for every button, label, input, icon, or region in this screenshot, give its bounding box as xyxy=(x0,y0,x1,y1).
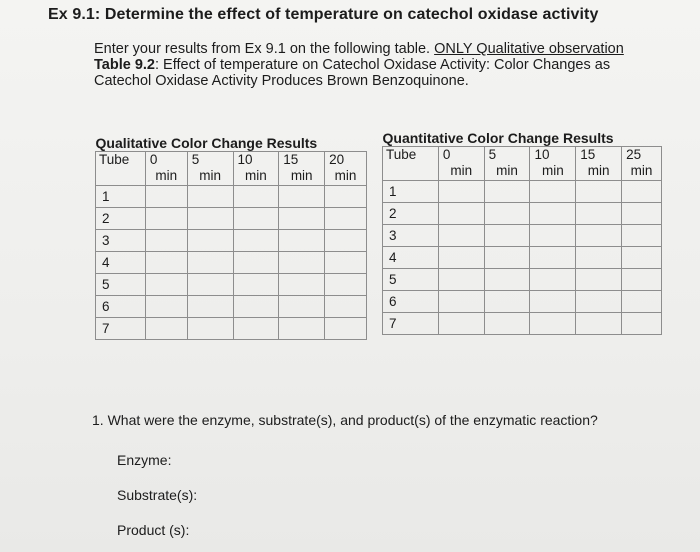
result-cell[interactable] xyxy=(187,274,233,296)
qual-time-header xyxy=(187,152,233,186)
result-cell[interactable] xyxy=(233,208,279,230)
time-unit: min xyxy=(450,163,473,178)
result-cell[interactable] xyxy=(187,252,233,274)
tube-number: 7 xyxy=(383,313,439,335)
instructions-line-1 xyxy=(94,41,674,57)
table-row xyxy=(383,203,662,225)
result-cell[interactable] xyxy=(325,186,367,208)
result-cell[interactable] xyxy=(530,291,576,313)
result-cell[interactable] xyxy=(145,252,187,274)
result-cell[interactable] xyxy=(438,291,484,313)
table-row xyxy=(383,181,662,203)
instructions xyxy=(94,41,674,89)
result-cell[interactable] xyxy=(325,252,367,274)
qualitative-results-table xyxy=(95,136,367,340)
time-value: 10 xyxy=(534,147,550,162)
result-cell[interactable] xyxy=(279,252,325,274)
exercise-heading: Ex 9.1: Determine the effect of temperature on catechol oxidase activity xyxy=(48,6,599,23)
question-1: 1. What were the enzyme, substrate(s), and product(s) of the enzymatic reaction? xyxy=(92,412,598,428)
result-cell[interactable] xyxy=(530,269,576,291)
result-cell[interactable] xyxy=(622,203,662,225)
result-cell[interactable] xyxy=(484,225,530,247)
tube-number: 6 xyxy=(383,291,439,313)
result-cell[interactable] xyxy=(576,269,622,291)
time-unit: min xyxy=(199,168,221,183)
result-cell[interactable] xyxy=(576,291,622,313)
result-cell[interactable] xyxy=(279,318,325,340)
result-cell[interactable] xyxy=(484,247,530,269)
quant-time-header xyxy=(622,147,662,181)
time-value: 5 xyxy=(191,152,200,167)
result-cell[interactable] xyxy=(484,291,530,313)
time-value: 15 xyxy=(283,152,299,167)
result-cell[interactable] xyxy=(145,230,187,252)
time-unit: min xyxy=(630,163,653,178)
result-cell[interactable] xyxy=(484,313,530,335)
result-cell[interactable] xyxy=(622,247,662,269)
table-row xyxy=(96,230,367,252)
time-value: 0 xyxy=(149,152,158,167)
quant-tube-header: Tube xyxy=(383,147,439,181)
quant-time-header xyxy=(530,147,576,181)
result-cell[interactable] xyxy=(576,313,622,335)
result-cell[interactable] xyxy=(622,313,662,335)
result-cell[interactable] xyxy=(622,269,662,291)
result-cell[interactable] xyxy=(622,291,662,313)
result-cell[interactable] xyxy=(187,230,233,252)
tube-number: 5 xyxy=(96,274,146,296)
qualitative-only-note: ONLY Qualitative observation xyxy=(434,41,624,57)
time-value: 20 xyxy=(329,152,345,167)
tube-number: 6 xyxy=(96,296,146,318)
result-cell[interactable] xyxy=(279,230,325,252)
qual-time-header xyxy=(145,152,187,186)
time-unit: min xyxy=(587,163,610,178)
tube-number: 1 xyxy=(96,186,146,208)
result-cell[interactable] xyxy=(325,296,367,318)
result-cell[interactable] xyxy=(325,208,367,230)
substrates-field-label: Substrate(s): xyxy=(117,487,198,503)
result-cell[interactable] xyxy=(484,181,530,203)
qual-time-header xyxy=(279,152,325,186)
table-row xyxy=(96,296,367,318)
table-row xyxy=(383,291,662,313)
result-cell[interactable] xyxy=(233,274,279,296)
result-cell[interactable] xyxy=(145,186,187,208)
result-cell[interactable] xyxy=(530,203,576,225)
table-row xyxy=(383,269,662,291)
quant-time-header xyxy=(576,147,622,181)
result-cell[interactable] xyxy=(438,181,484,203)
table-row xyxy=(383,313,662,335)
time-unit: min xyxy=(496,163,518,178)
enzyme-field-label: Enzyme: xyxy=(117,452,172,468)
time-value: 5 xyxy=(488,147,497,162)
time-unit: min xyxy=(155,168,178,183)
table-caption: : Effect of temperature on Catechol Oxidase Activity: Color Changes as xyxy=(154,57,611,73)
result-cell[interactable] xyxy=(233,186,279,208)
table-row xyxy=(96,186,367,208)
result-cell[interactable] xyxy=(530,247,576,269)
quant-time-header xyxy=(484,147,530,181)
result-cell[interactable] xyxy=(187,186,233,208)
table-row xyxy=(96,252,367,274)
result-cell[interactable] xyxy=(438,269,484,291)
result-cell[interactable] xyxy=(279,186,325,208)
result-cell[interactable] xyxy=(438,313,484,335)
table-row xyxy=(96,274,367,296)
tube-number: 7 xyxy=(96,318,146,340)
result-cell[interactable] xyxy=(325,318,367,340)
result-cell[interactable] xyxy=(279,208,325,230)
tube-number: 3 xyxy=(383,225,439,247)
instructions-text: Enter your results from Ex 9.1 on the following table. xyxy=(94,41,435,57)
quant-time-header xyxy=(438,147,484,181)
tube-number: 3 xyxy=(96,230,146,252)
tube-number: 2 xyxy=(383,203,439,225)
result-cell[interactable] xyxy=(484,203,530,225)
result-cell[interactable] xyxy=(576,247,622,269)
result-cell[interactable] xyxy=(622,181,662,203)
instructions-line-3: Catechol Oxidase Activity Produces Brown Benzoquinone. xyxy=(94,73,469,89)
time-value: 15 xyxy=(580,147,596,162)
table-label: Table 9.2 xyxy=(94,57,155,73)
time-value: 10 xyxy=(237,152,253,167)
result-cell[interactable] xyxy=(530,313,576,335)
tube-number: 5 xyxy=(383,269,439,291)
result-cell[interactable] xyxy=(484,269,530,291)
time-unit: min xyxy=(334,168,357,183)
result-cell[interactable] xyxy=(530,225,576,247)
tube-number: 2 xyxy=(96,208,146,230)
tube-number: 4 xyxy=(383,247,439,269)
table-row xyxy=(96,208,367,230)
result-cell[interactable] xyxy=(622,225,662,247)
result-cell[interactable] xyxy=(576,181,622,203)
result-cell[interactable] xyxy=(279,296,325,318)
result-cell[interactable] xyxy=(233,252,279,274)
result-cell[interactable] xyxy=(438,225,484,247)
qual-time-header xyxy=(325,152,367,186)
result-cell[interactable] xyxy=(279,274,325,296)
result-cell[interactable] xyxy=(530,181,576,203)
result-cell[interactable] xyxy=(187,296,233,318)
table-row xyxy=(383,225,662,247)
result-cell[interactable] xyxy=(325,230,367,252)
result-cell[interactable] xyxy=(145,318,187,340)
table-row xyxy=(383,247,662,269)
product-field-label: Product (s): xyxy=(117,522,190,538)
result-cell[interactable] xyxy=(145,208,187,230)
time-unit: min xyxy=(541,163,564,178)
time-unit: min xyxy=(290,168,313,183)
tube-number: 1 xyxy=(383,181,439,203)
table-row xyxy=(96,318,367,340)
time-value: 0 xyxy=(442,147,451,162)
result-cell[interactable] xyxy=(233,296,279,318)
quantitative-results-table xyxy=(382,131,662,335)
qualitative-table-title: Qualitative Color Change Results xyxy=(95,135,318,151)
quantitative-table-title: Quantitative Color Change Results xyxy=(382,130,614,146)
result-cell[interactable] xyxy=(438,203,484,225)
result-cell[interactable] xyxy=(187,318,233,340)
qual-time-header xyxy=(233,152,279,186)
time-unit: min xyxy=(245,168,267,183)
result-cell[interactable] xyxy=(233,318,279,340)
result-cell[interactable] xyxy=(576,203,622,225)
result-cell[interactable] xyxy=(187,208,233,230)
result-cell[interactable] xyxy=(145,296,187,318)
result-cell[interactable] xyxy=(145,274,187,296)
instructions-line-2 xyxy=(94,57,674,73)
result-cell[interactable] xyxy=(233,230,279,252)
qual-tube-header: Tube xyxy=(96,152,146,186)
result-cell[interactable] xyxy=(576,225,622,247)
result-cell[interactable] xyxy=(438,247,484,269)
time-value: 25 xyxy=(626,147,642,162)
tube-number: 4 xyxy=(96,252,146,274)
result-cell[interactable] xyxy=(325,274,367,296)
